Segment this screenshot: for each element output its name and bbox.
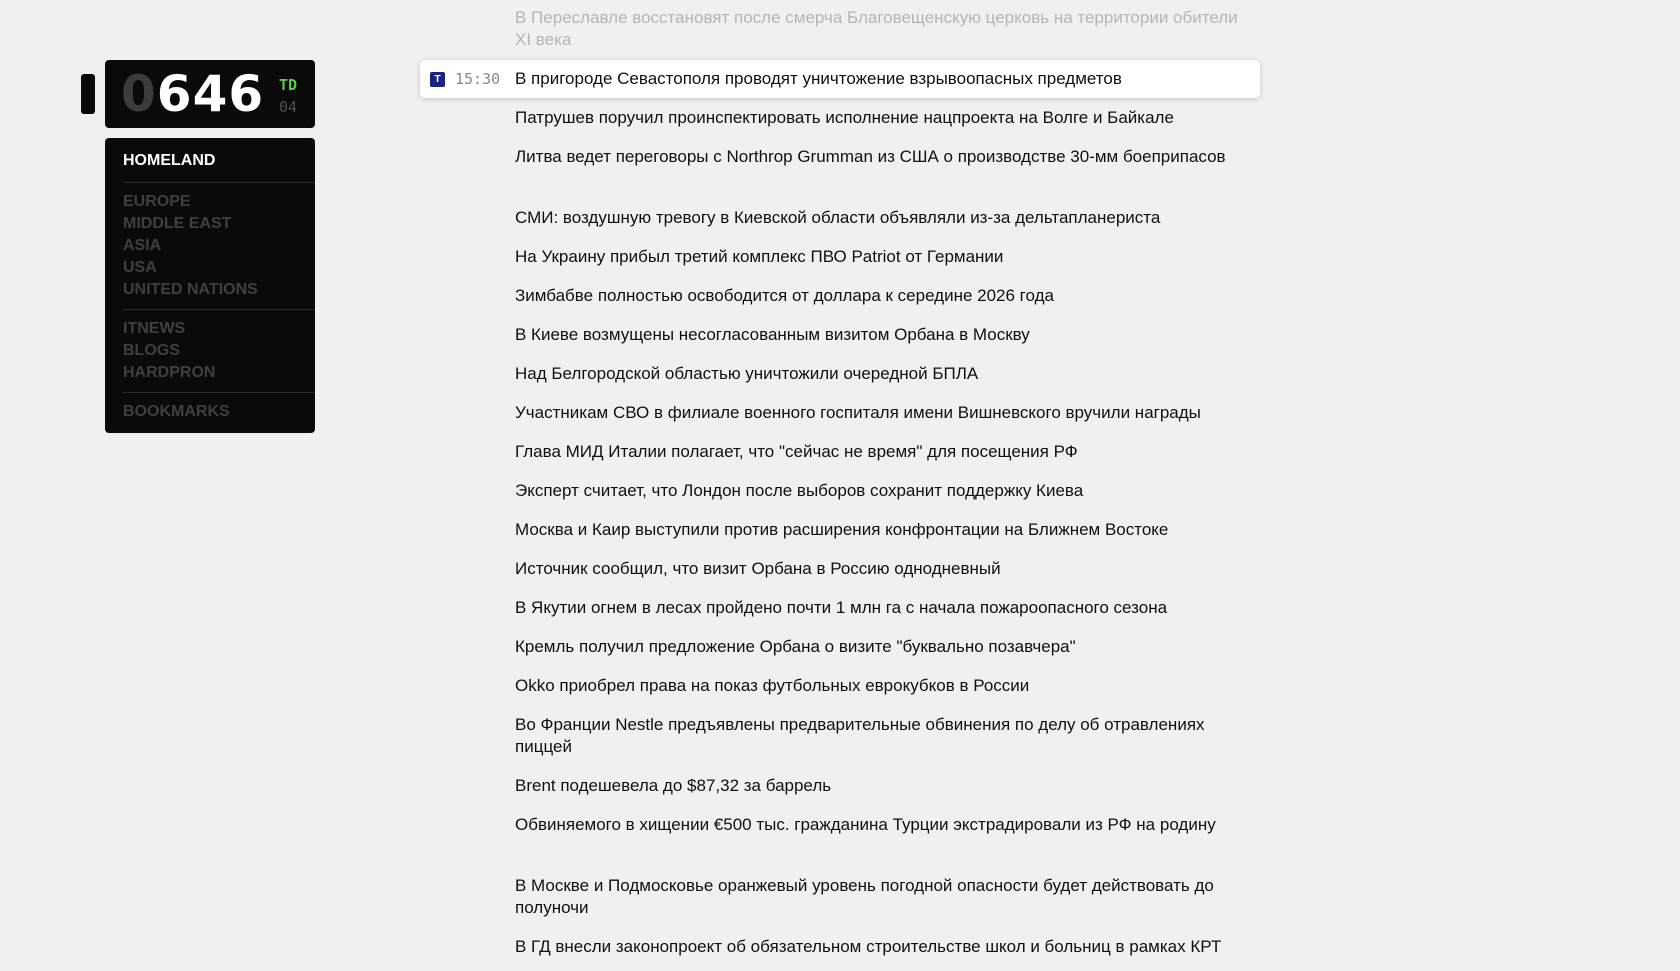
news-item[interactable] [420,936,1260,958]
news-item[interactable] [420,146,1260,168]
menu-item-middle-east[interactable]: MIDDLE EAST [123,215,232,232]
news-time: 15:30 [455,70,501,88]
news-counter [105,60,315,128]
news-title: В Переславле восстановят после смерча Благовещенскую церковь на территории обители XI века [515,8,1238,49]
counter-badge [279,74,297,118]
counter-value: 646 [156,65,265,123]
news-title: Участникам СВО в филиале военного госпиталя имени Вишневского вручили награды [515,403,1201,422]
news-item[interactable] [420,324,1260,346]
menu-item-usa[interactable]: USA [123,259,157,276]
news-title: В пригороде Севастополя проводят уничтожение взрывоопасных предметов [515,69,1122,88]
news-title: Литва ведет переговоры с Northrop Grumman из США о производстве 30-мм боеприпасов [515,147,1226,166]
news-item[interactable] [420,207,1260,229]
news-title: На Украину прибыл третий комплекс ПВО Patriot от Германии [515,247,1004,266]
news-item-faded[interactable] [420,7,1260,51]
menu-item-blogs[interactable]: BLOGS [123,342,180,359]
news-title: Эксперт считает, что Лондон после выборов сохранит поддержку Киева [515,481,1084,500]
news-item[interactable] [420,714,1260,758]
news-title: Москва и Каир выступили против расширения конфронтации на Ближнем Востоке [515,520,1169,539]
menu-item-united-nations[interactable]: UNITED NATIONS [123,281,258,298]
news-item[interactable] [420,519,1260,541]
news-item[interactable] [420,285,1260,307]
menu-group-sources [105,310,315,392]
counter-badge-bottom: 04 [278,98,297,116]
news-item[interactable] [420,402,1260,424]
news-title: Источник сообщил, что визит Орбана в Россию однодневный [515,559,1001,578]
news-item[interactable] [420,814,1260,836]
menu-item-itnews[interactable]: ITNEWS [123,320,186,337]
news-title: Во Франции Nestle предъявлены предварительные обвинения по делу об отравлениях пиццей [515,715,1205,756]
menu-item-asia[interactable]: ASIA [123,237,162,254]
news-item-highlighted[interactable] [420,60,1260,98]
news-title: В Киеве возмущены несогласованным визитом Орбана в Москву [515,325,1030,344]
news-title: Okko приобрел права на показ футбольных еврокубков в России [515,676,1030,695]
news-item[interactable] [420,107,1260,129]
menu-group-regions [105,183,315,309]
menu-item-hardpron[interactable]: HARDPRON [123,364,216,381]
sidebar-toggle-tab[interactable] [81,74,95,114]
news-item[interactable] [420,363,1260,385]
menu-item-europe[interactable]: EUROPE [123,193,191,210]
news-item[interactable] [420,441,1260,463]
news-title: В ГД внесли законопроект об обязательном строительстве школ и больниц в рамках КРТ [515,937,1222,956]
news-title: Глава МИД Италии полагает, что "сейчас не время" для посещения РФ [515,442,1078,461]
news-title: Зимбабве полностью освободится от доллара к середине 2026 года [515,286,1054,305]
news-item[interactable] [420,246,1260,268]
news-title: Кремль получил предложение Орбана о визите "буквально позавчера" [515,637,1076,656]
menu-item-bookmarks[interactable]: BOOKMARKS [123,403,230,420]
news-title: Brent подешевела до $87,32 за баррель [515,776,832,795]
news-item[interactable] [420,597,1260,619]
news-title: Патрушев поручил проинспектировать исполнение нацпроекта на Волге и Байкале [515,108,1174,127]
news-title: В Москве и Подмосковье оранжевый уровень погодной опасности будет действовать до полуночи [515,876,1214,917]
news-item[interactable] [420,675,1260,697]
news-title: Обвиняемого в хищении €500 тыс. гражданина Турции экстрадировали из РФ на родину [515,815,1216,834]
menu-item-homeland[interactable]: HOMELAND [123,152,216,169]
counter-lead-digit: 0 [121,65,157,123]
news-item[interactable] [420,875,1260,919]
news-item[interactable] [420,558,1260,580]
counter-number [121,64,264,124]
news-item[interactable] [420,775,1260,797]
menu-group-bookmarks [105,393,315,431]
counter-badge-top: TD [278,76,297,94]
news-item[interactable] [420,636,1260,658]
category-menu [105,138,315,433]
source-telegram-icon: T [430,72,445,87]
news-title: В Якутии огнем в лесах пройдено почти 1 млн га с начала пожароопасного сезона [515,598,1168,617]
news-title: СМИ: воздушную тревогу в Киевской области объявляли из-за дельтапланериста [515,208,1161,227]
news-item[interactable] [420,480,1260,502]
news-title: Над Белгородской областью уничтожили очередной БПЛА [515,364,979,383]
